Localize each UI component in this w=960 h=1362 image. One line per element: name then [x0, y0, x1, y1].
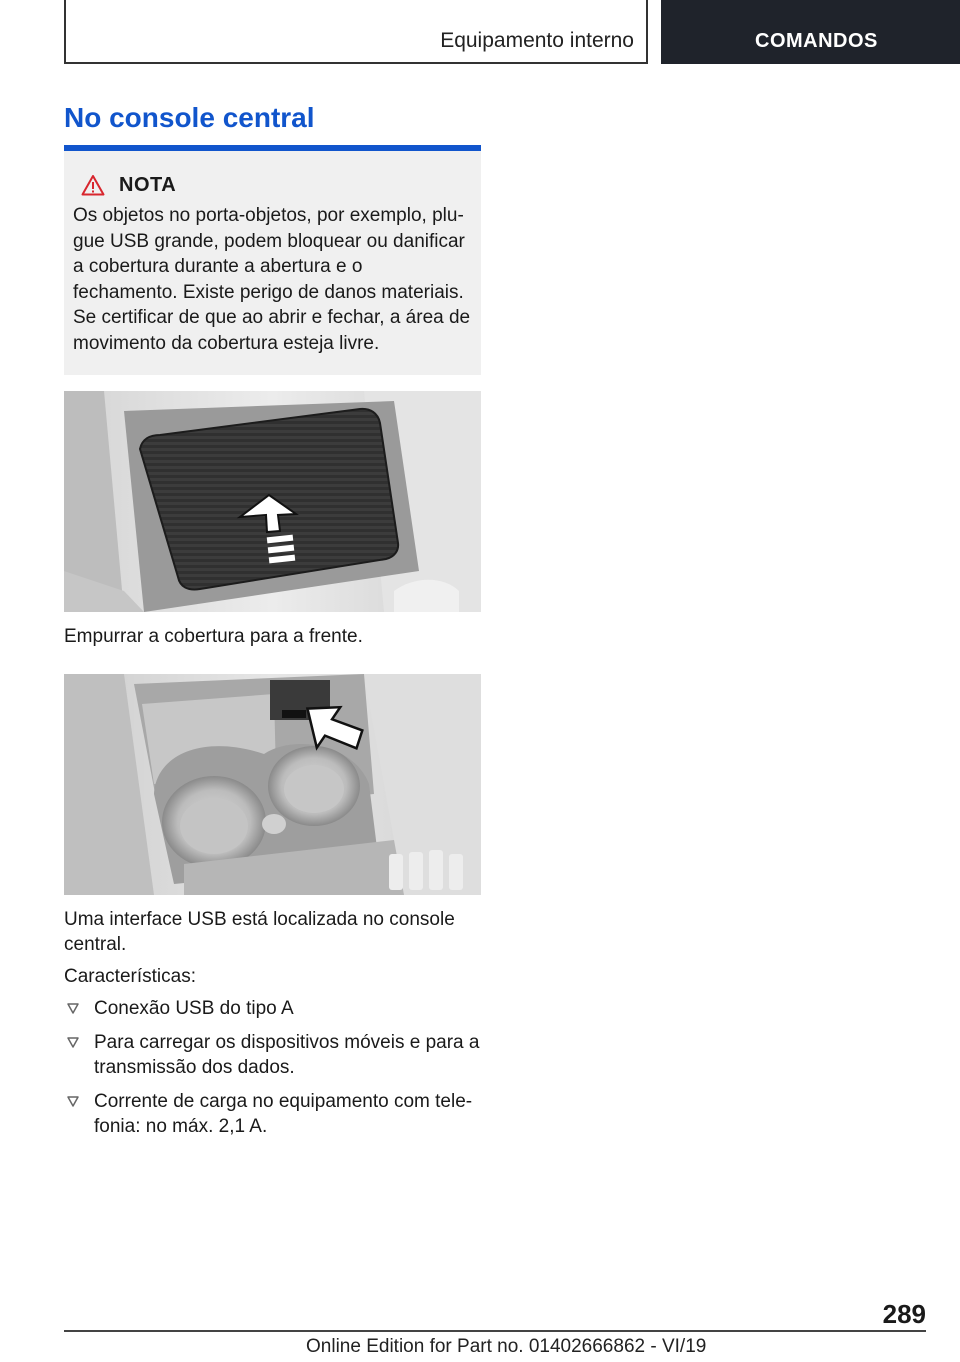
- page-number: 289: [882, 1299, 926, 1329]
- photo1-caption: Empurrar a cobertura para a frente.: [64, 626, 363, 647]
- console-cover-photo: [64, 391, 481, 612]
- note-label: NOTA: [119, 173, 177, 196]
- warning-triangle-icon: [81, 174, 105, 196]
- page-header: [0, 0, 960, 66]
- list-item: Conexão USB do tipo A: [64, 996, 481, 1021]
- chapter-title: COMANDOS: [755, 30, 878, 52]
- note-box: [64, 151, 481, 375]
- list-item: Para carregar os dispositivos móveis e para a transmissão dos dados.: [64, 1030, 481, 1080]
- page-title: No console central: [64, 102, 315, 133]
- list-item: Corrente de carga no equipamento com tele-fonia: no máx. 2,1 A.: [64, 1089, 481, 1139]
- usb-interface-illustration: [64, 674, 481, 895]
- note-header: [73, 171, 471, 199]
- usb-description: Uma interface USB está localizada no console central.: [64, 909, 455, 955]
- note-text: Os objetos no porta-objetos, por exemplo, plu-gue USB grande, podem bloquear ou danificar a cobertura durante a abertura e o fechamento. Existe perigo de danos materiais. Se certificar de que ao abrir e fechar, a área de movimento da cobertura esteja livre.: [73, 205, 471, 354]
- usb-interface-photo: [64, 674, 481, 895]
- features-list: [64, 996, 481, 1148]
- footer-divider: [64, 1330, 926, 1332]
- chapter-tab: [661, 0, 960, 64]
- bullet-triangle-icon: [66, 1002, 80, 1016]
- section-title: Equipamento interno: [440, 29, 634, 52]
- bullet-triangle-icon: [66, 1095, 80, 1109]
- section-tab: [64, 0, 648, 64]
- bullet-triangle-icon: [66, 1036, 80, 1050]
- footer-edition: Online Edition for Part no. 01402666862 - VI/19: [306, 1336, 707, 1357]
- console-cover-illustration: [64, 391, 481, 612]
- features-heading: Características:: [64, 966, 196, 987]
